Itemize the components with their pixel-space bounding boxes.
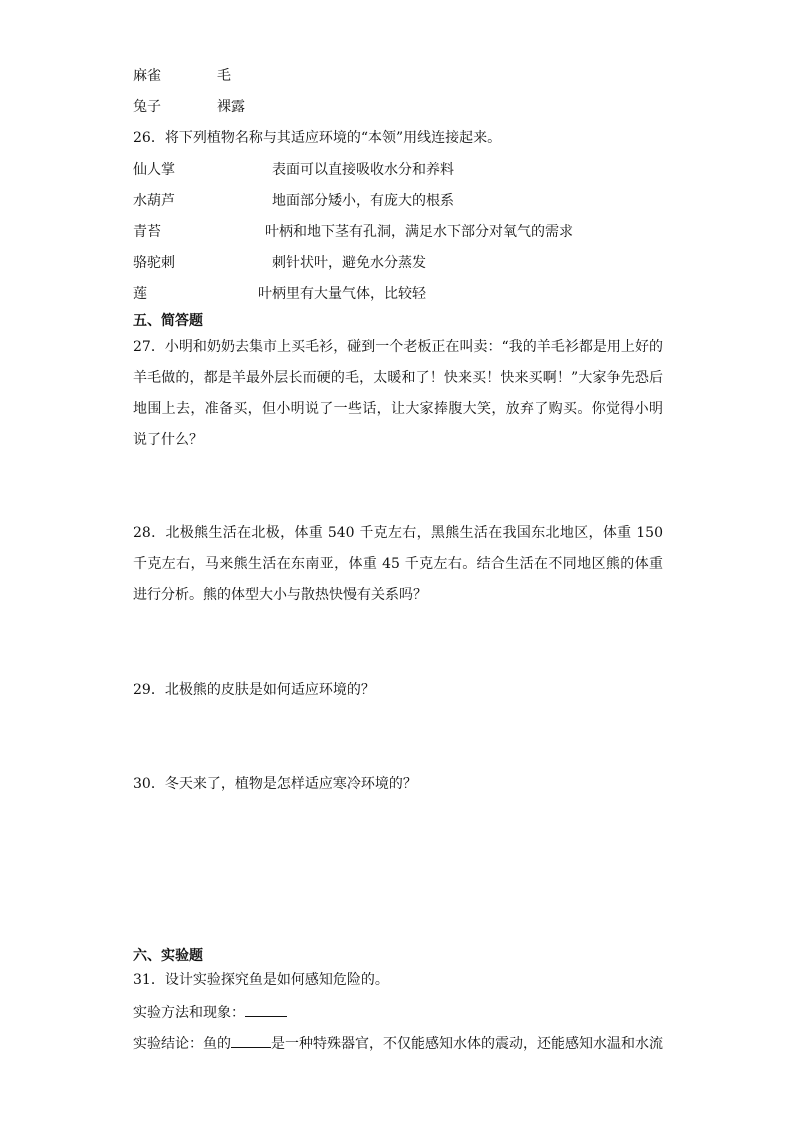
experiment-conclusion-row (133, 1033, 663, 1054)
plant-item-4: 骆驼刺 (133, 255, 175, 271)
question-30-text: 30．冬天来了，植物是怎样适应寒冷环境的？ (133, 776, 417, 792)
experiment-conclusion-blank[interactable] (231, 1033, 271, 1048)
ability-item-4: 刺针状叶，避免水分蒸发 (272, 255, 426, 271)
question-31-text: 31．设计实验探究鱼是如何感知危险的。 (133, 972, 389, 988)
question-27-text: 27．小明和奶奶去集市上买毛衫，碰到一个老板正在叫卖：“我的羊毛衫都是用上好的羊毛做的，都是羊最外层长而硬的毛，太暖和了！快来买！快来买啊！”大家争先恐后地围上去，准备买，但小明说了一些话，让大家捧腹大笑，放弃了购买。你觉得小明说了什么？ (133, 339, 663, 448)
ability-item-1: 表面可以直接吸收水分和养料 (272, 162, 454, 178)
match-right-feature-2: 裸露 (217, 99, 245, 115)
experiment-method-label: 实验方法和现象： (133, 1005, 245, 1021)
match-right-feature-1: 毛 (217, 68, 231, 84)
ability-item-5: 叶柄里有大量气体，比较轻 (258, 286, 426, 302)
question-29-text: 29．北极熊的皮肤是如何适应环境的？ (133, 682, 375, 698)
section-6-title: 六、实验题 (133, 948, 203, 964)
match-left-animal-2: 兔子 (133, 99, 161, 115)
ability-item-3: 叶柄和地下茎有孔洞，满足水下部分对氧气的需求 (265, 224, 573, 240)
plant-item-2: 水葫芦 (133, 193, 175, 209)
experiment-method-blank[interactable] (245, 1002, 287, 1017)
plant-item-5: 莲 (133, 286, 147, 302)
section-5-title: 五、简答题 (133, 313, 203, 329)
plant-item-3: 青苔 (133, 224, 161, 240)
plant-item-1: 仙人掌 (133, 162, 175, 178)
experiment-conclusion-prefix: 实验结论：鱼的 (133, 1036, 231, 1052)
match-left-animal-1: 麻雀 (133, 68, 161, 84)
experiment-method-row (133, 1002, 287, 1023)
experiment-conclusion-suffix: 是一种特殊器官，不仅能感知水体的震动，还能感知水温和水流 (271, 1036, 663, 1052)
ability-item-2: 地面部分矮小，有庞大的根系 (272, 193, 454, 209)
question-28-text: 28．北极熊生活在北极，体重 540 千克左右，黑熊生活在我国东北地区，体重 150 千克左右，马来熊生活在东南亚，体重 45 千克左右。结合生活在不同地区熊的体重进行分析。熊的体型大小与散热快慢有关系吗？ (133, 525, 663, 603)
question-26-prompt: 26．将下列植物名称与其适应环境的“本领”用线连接起来。 (133, 130, 502, 146)
